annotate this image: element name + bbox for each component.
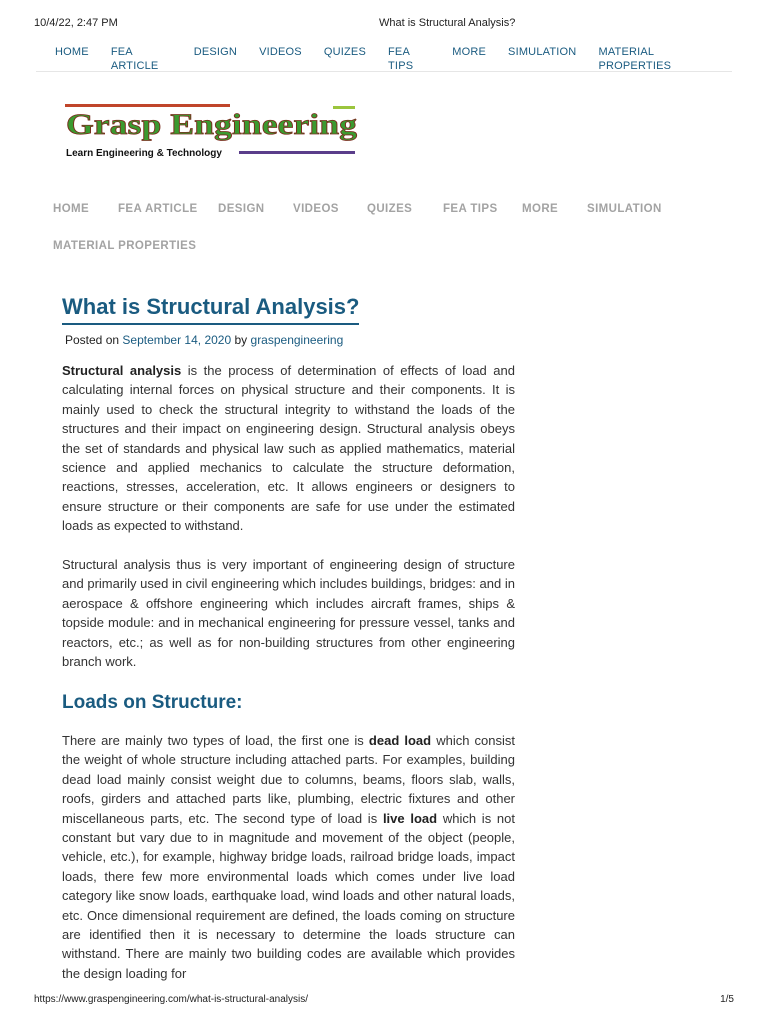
print-datetime: 10/4/22, 2:47 PM [34, 17, 118, 29]
top-nav-item-simulation[interactable]: SIMULATION [508, 46, 577, 58]
article-paragraph-1 [62, 361, 515, 536]
logo-bar-red [65, 104, 230, 107]
main-nav-item-home[interactable]: HOME [53, 203, 90, 215]
print-header [34, 17, 734, 31]
top-nav-item-more[interactable]: MORE [452, 46, 487, 58]
post-author-link[interactable]: graspengineering [250, 333, 344, 347]
top-nav-item-videos[interactable]: VIDEOS [259, 46, 302, 58]
p3-text-2: which consist the weight of whole structure including attached parts. For examples, building dead load mainly consist weight due to columns, beams, floors slab, walls, roofs, girders and attached parts like, plumbing, electric fixtures and other miscellaneous parts, etc. The second type of load is [62, 733, 516, 826]
p3-bold-live-load: live load [382, 810, 438, 826]
main-nav-item-quizes[interactable]: QUIZES [367, 203, 413, 215]
p3-text-3: which is not constant but vary due to in magnitude and movement of the object (people, vehicle, etc.), for example, highway bridge loads, railroad bridge loads, impact loads, there few more environmental loads which comes under live load category like snow loads, earthquake load, wind loads and other natural loads, etc. Once dimensional requirement are defined, the loads coming on structure are identified then it is necessary to determine the loads structure can withstand. There are mainly two building codes are available which provides the design loading for [62, 810, 515, 981]
top-nav-item-quizes[interactable]: QUIZES [323, 46, 367, 58]
logo-name: Grasp Engineering [66, 108, 357, 141]
top-nav-item-fea-article[interactable]: FEA ARTICLE [110, 46, 159, 72]
main-nav-item-simulation[interactable]: SIMULATION [587, 203, 662, 215]
post-meta [65, 333, 343, 347]
p1-bold-term: Structural analysis [62, 363, 182, 378]
logo-tagline: Learn Engineering & Technology [66, 148, 222, 159]
main-nav-item-videos[interactable]: VIDEOS [293, 203, 339, 215]
article-title: What is Structural Analysis? [62, 294, 359, 325]
main-nav-item-more[interactable]: MORE [522, 203, 559, 215]
post-meta-by: by [234, 333, 248, 347]
top-nav [36, 45, 732, 72]
section-heading-loads: Loads on Structure: [62, 692, 243, 713]
top-nav-item-fea-tips[interactable]: FEA TIPS [388, 46, 414, 72]
top-nav-item-design[interactable]: DESIGN [193, 46, 238, 58]
post-meta-posted-on: Posted on [65, 333, 120, 347]
print-doc-title: What is Structural Analysis? [379, 17, 516, 29]
main-nav-item-fea-article[interactable]: FEA ARTICLE [118, 203, 198, 215]
main-nav-item-design[interactable]: DESIGN [218, 203, 265, 215]
main-nav-item-fea-tips[interactable]: FEA TIPS [443, 203, 498, 215]
print-footer-page: 1/5 [720, 994, 734, 1005]
site-logo[interactable] [65, 102, 360, 160]
post-date-link[interactable]: September 14, 2020 [122, 333, 232, 347]
top-nav-item-material-properties[interactable]: MATERIAL PROPERTIES [598, 46, 672, 72]
p3-text-1: There are mainly two types of load, the first one is [62, 733, 369, 748]
main-nav-item-material-properties[interactable]: MATERIAL PROPERTIES [53, 240, 197, 252]
top-nav-item-home[interactable]: HOME [55, 46, 89, 58]
p1-text: is the process of determination of effects of load and calculating internal forces on physical structure and their components. It is mainly used to check the structural integrity to withstand the loads of the structures and their impact on engineering design. Structural analysis obeys the set of standards and physical law such as applied mathematics, material science and applied mechanics to calculate the structure deformation, reactions, stresses, acceleration, etc. It allows engineers or designers to ensure structure or their components are safe for use under the estimated loads as expected to withstand. [62, 363, 515, 534]
logo-bar-purple [239, 151, 355, 154]
p3-bold-dead-load: dead load [368, 733, 432, 748]
print-footer-url: https://www.graspengineering.com/what-is-structural-analysis/ [34, 994, 308, 1005]
article-paragraph-3 [62, 731, 515, 983]
site-logo-graphic [65, 102, 360, 160]
article-paragraph-2: Structural analysis thus is very important of engineering design of structure and primarily used in civil engineering which includes buildings, bridges: and in aerospace & offshore engineering which includes aircraft frames, ships & topside module: and in mechanical engineering for pressure vessel, tanks and reactors, etc.; as well as for non-building structures from other engineering branch work. [62, 557, 515, 670]
